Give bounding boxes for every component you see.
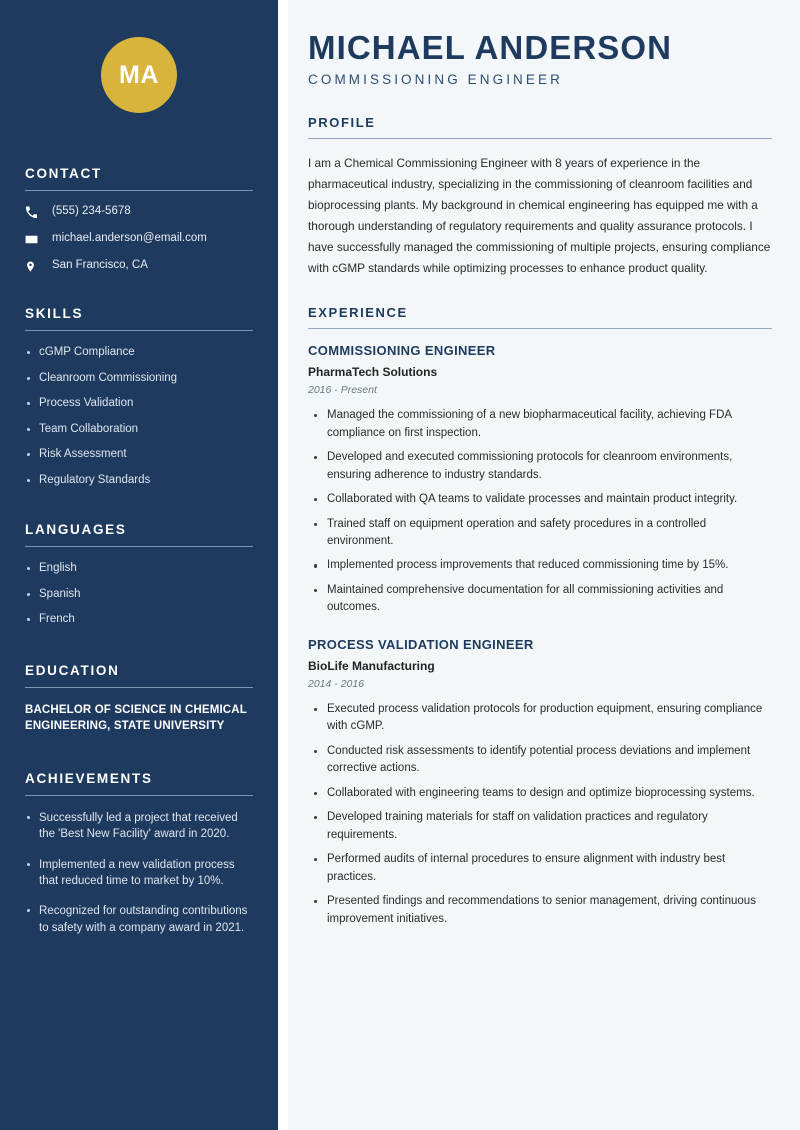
profile-heading: PROFILE [308,115,376,131]
languages-list [25,561,253,628]
skills-heading: SKILLS [25,306,84,321]
job-bullet-list [308,701,772,928]
job-title: PROCESS VALIDATION ENGINEER [308,636,534,652]
job-title: COMMISSIONING ENGINEER [308,343,496,359]
job-dates: 2016 - Present [308,384,377,397]
contact-item-email[interactable] [25,232,253,246]
skills-divider [25,330,253,331]
list-item: Implemented a new validation process that reduced time to market by 10%. [25,857,253,890]
experience-section [308,305,772,928]
education-section [25,663,253,735]
list-item: Managed the commissioning of a new biopharmaceutical facility, achieving FDA compliance on first inspection. [308,407,772,442]
languages-heading: LANGUAGES [25,522,127,538]
languages-divider [25,546,253,547]
contact-phone-value: (555) 234-5678 [52,205,131,218]
skills-section [25,306,253,488]
skills-list [25,345,253,488]
list-item: Performed audits of internal procedures to ensure alignment with industry best practices. [308,851,772,886]
job-dates: 2014 - 2016 [308,677,365,690]
profile-text: I am a Chemical Commissioning Engineer with 8 years of experience in the pharmaceutical industry, specializing in the commissioning of cleanroom facilities and bioprocessing plants. My background in chemical engineering has equipped me with a thorough understanding of regulatory requirements and quality assurance protocols. I have successfully managed the commissioning of multiple projects, ensuring compliance with cGMP standards while optimizing processes to enhance product quality. [308,156,771,276]
avatar-container [25,0,253,113]
list-item: French [25,612,253,628]
list-item: Team Collaboration [25,422,253,438]
achievements-heading: ACHIEVEMENTS [25,770,153,786]
list-item: cGMP Compliance [25,345,253,361]
contact-email-value: michael.anderson@email.com [52,232,207,245]
envelope-icon [25,232,43,246]
list-item: Trained staff on equipment operation and safety procedures in a controlled environment. [308,516,772,551]
list-item: Executed process validation protocols for production equipment, ensuring compliance with cGMP. [308,701,772,736]
list-item: Maintained comprehensive documentation for all commissioning activities and outcomes. [308,582,772,617]
languages-section [25,522,253,628]
job-bullet-list [308,407,772,617]
experience-divider [308,328,772,329]
contact-item-phone[interactable] [25,205,253,219]
list-item: Collaborated with engineering teams to design and optimize bioprocessing systems. [308,785,772,802]
page-title: MICHAEL ANDERSON [308,29,673,66]
list-item: Regulatory Standards [25,473,253,489]
location-pin-icon [25,259,43,273]
list-item: Cleanroom Commissioning [25,371,253,387]
list-item: Successfully led a project that received the 'Best New Facility' award in 2020. [25,810,253,843]
profile-section [308,115,772,279]
contact-location-value: San Francisco, CA [52,259,148,272]
list-item: Developed and executed commissioning protocols for cleanroom environments, ensuring adherence to industry standards. [308,449,772,484]
list-item: Conducted risk assessments to identify potential process deviations and implement corrective actions. [308,743,772,778]
job-company: PharmaTech Solutions [308,365,438,380]
job-role-subtitle: COMMISSIONING ENGINEER [308,72,563,88]
experience-heading: EXPERIENCE [308,305,408,321]
education-entry: BACHELOR OF SCIENCE IN CHEMICAL ENGINEERING, STATE UNIVERSITY [25,703,247,733]
list-item: English [25,561,253,577]
achievements-list [25,810,253,936]
avatar: MA [101,37,177,113]
contact-heading: CONTACT [25,166,102,181]
contact-divider [25,190,253,191]
job-company: BioLife Manufacturing [308,658,435,673]
list-item: Collaborated with QA teams to validate processes and maintain product integrity. [308,491,772,508]
list-item: Presented findings and recommendations to senior management, driving continuous improvement initiatives. [308,893,772,928]
main-content [288,0,800,1130]
contact-list [25,205,253,273]
list-item: Implemented process improvements that reduced commissioning time by 15%. [308,557,772,574]
list-item: Developed training materials for staff on validation practices and regulatory requirements. [308,809,772,844]
list-item: Process Validation [25,396,253,412]
column-gap [278,0,288,1130]
contact-item-location[interactable] [25,259,253,273]
achievements-divider [25,795,253,796]
list-item: Recognized for outstanding contributions to safety with a company award in 2021. [25,903,253,936]
education-divider [25,687,253,688]
list-item: Spanish [25,587,253,603]
list-item: Risk Assessment [25,447,253,463]
achievements-section [25,771,253,936]
profile-divider [308,138,772,139]
education-heading: EDUCATION [25,662,120,678]
contact-section [25,166,253,273]
phone-icon [25,205,43,219]
sidebar [0,0,278,1130]
experience-entry [308,343,772,617]
experience-entry [308,637,772,928]
